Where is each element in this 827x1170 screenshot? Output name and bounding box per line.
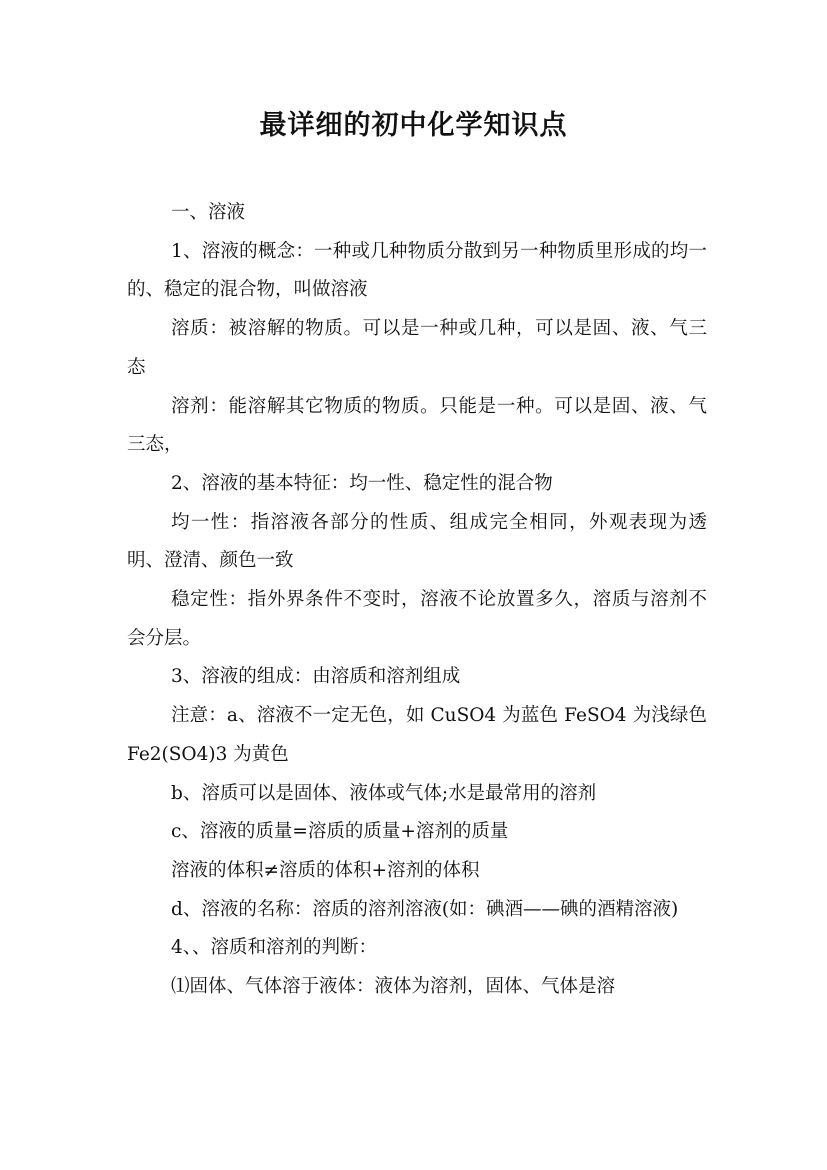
paragraph: ⑴固体、气体溶于液体：液体为溶剂，固体、气体是溶 (171, 976, 616, 998)
paragraph: b、溶质可以是固体、液体或气体;水是最常用的溶剂 (171, 782, 597, 804)
paragraph: 1、溶液的概念：一种或几种物质分散到另一种物质里形成的均一的、稳定的混合物，叫做溶液 (127, 240, 707, 301)
paragraph: 稳定性：指外界条件不变时，溶液不论放置多久，溶质与溶剂不会分层。 (127, 589, 707, 649)
paragraph: 4、、溶质和溶剂的判断： (171, 937, 378, 959)
paragraph: 溶剂：能溶解其它物质的物质。只能是一种。可以是固、液、气三态， (127, 395, 707, 456)
paragraph: 2、溶液的基本特征：均一性、稳定性的混合物 (171, 472, 553, 494)
paragraph: d、溶液的名称：溶质的溶剂溶液(如：碘酒——碘的酒精溶液) (171, 898, 679, 920)
paragraph: 均一性：指溶液各部分的性质、组成完全相同，外观表现为透明、澄清、颜色一致 (127, 511, 707, 572)
document-body (127, 194, 707, 1007)
paragraph: 溶液的体积≠溶质的体积+溶剂的体积 (171, 859, 480, 881)
paragraph: 溶质：被溶解的物质。可以是一种或几种，可以是固、液、气三态 (127, 318, 707, 378)
paragraph: 注意：a、溶液不一定无色，如 CuSO4 为蓝色 FeSO4 为浅绿色 Fe2(SO4)3 为黄色 (127, 705, 707, 765)
paragraph: 3、溶液的组成：由溶质和溶剂组成 (171, 666, 461, 688)
document-title: 最详细的初中化学知识点 (259, 110, 568, 141)
paragraph: c、溶液的质量=溶质的质量+溶剂的质量 (171, 821, 509, 843)
section-heading: 一、溶液 (171, 202, 246, 223)
